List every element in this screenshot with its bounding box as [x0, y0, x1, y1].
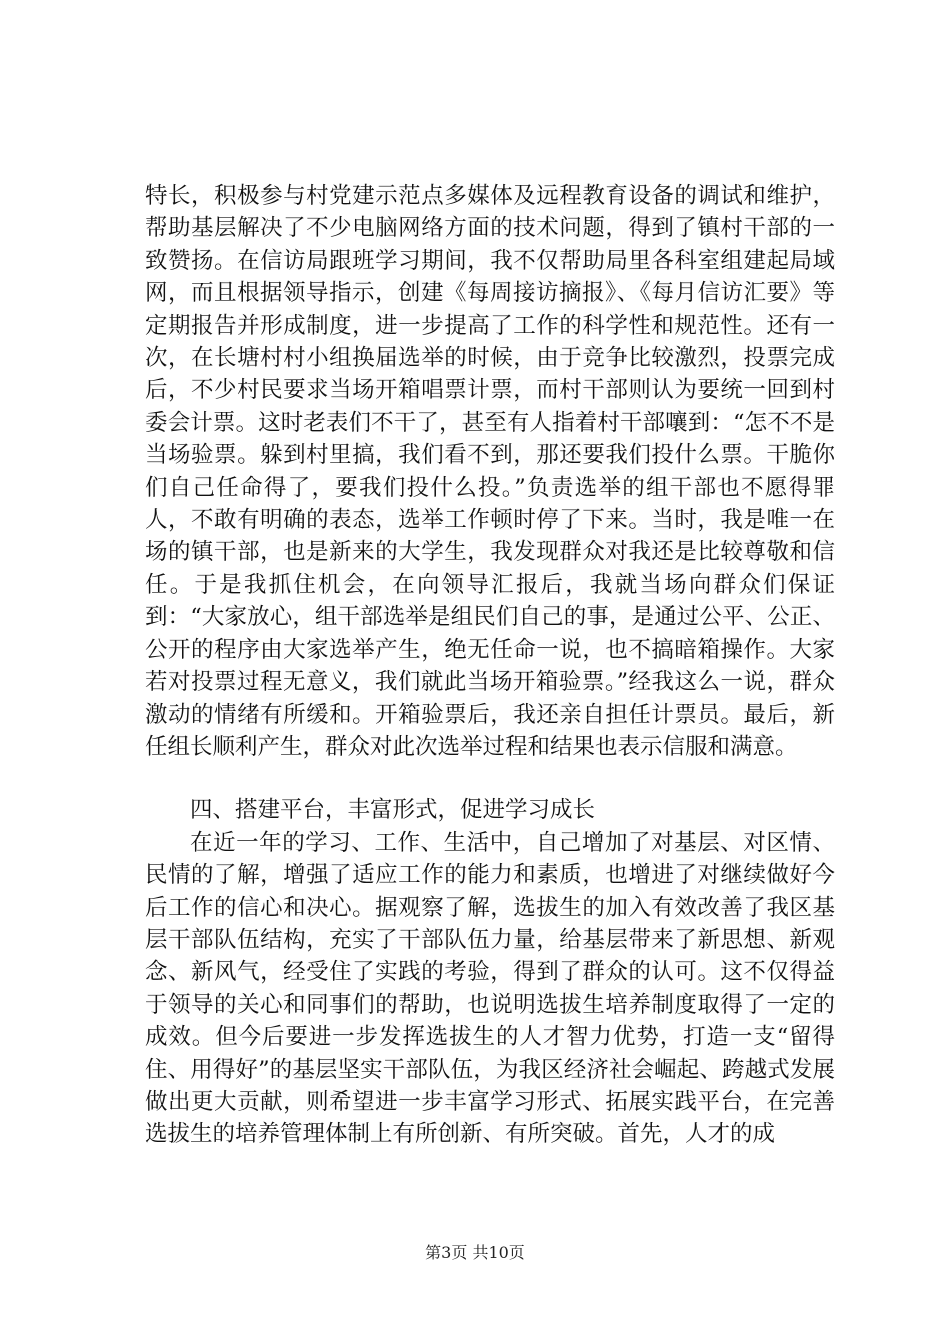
page-number: 第3页 共10页	[425, 1243, 525, 1262]
section-heading: 四、搭建平台，丰富形式，促进学习成长	[190, 797, 596, 824]
body-paragraph: 特长，积极参与村党建示范点多媒体及远程教育设备的调试和维护，帮助基层解决了不少电脑网络方面的技术问题，得到了镇村干部的一致赞扬。在信访局跟班学习期间，我不仅帮助局里各科室组建起局域网，而且根据领导指示，创建《每周接访摘报》、《每月信访汇要》等定期报告并形成制度，进一步提高了工作的科学性和规范性。还有一次，在长塘村村小组换届选举的时候，由于竞争比较激烈，投票完成后，不少村民要求当场开箱唱票计票，而村干部则认为要统一回到村委会计票。这时老表们不干了，甚至有人指着村干部嚷到：“怎不不是当场验票。躲到村里搞，我们看不到，那还要我们投什么票。干脆你们自己任命得了，要我们投什么投。”负责选举的组干部也不愿得罪人，不敢有明确的表态，选举工作顿时停了下来。当时，我是唯一在场的镇干部，也是新来的大学生，我发现群众对我还是比较尊敬和信任。于是我抓住机会，在向领导汇报后，我就当场向群众们保证到：“大家放心，组干部选举是组民们自己的事，是通过公平、公正、公开的程序由大家选举产生，绝无任命一说，也不搞暗箱操作。大家若对投票过程无意义，我们就此当场开箱验票。”经我这么一说，群众激动的情绪有所缓和。开箱验票后，我还亲自担任计票员。最后，新任组长顺利产生，群众对此次选举过程和结果也表示信服和满意。	[145, 183, 835, 760]
body-paragraph: 在近一年的学习、工作、生活中，自己增加了对基层、对区情、民情的了解，增强了适应工作的能力和素质，也增进了对继续做好今后工作的信心和决心。据观察了解，选拔生的加入有效改善了我区基层干部队伍结构，充实了干部队伍力量，给基层带来了新思想、新观念、新风气，经受住了实践的考验，得到了群众的认可。这不仅得益于领导的关心和同事们的帮助，也说明选拔生培养制度取得了一定的成效。但今后要进一步发挥选拔生的人才智力优势，打造一支“留得住、用得好”的基层坚实干部队伍，为我区经济社会崛起、跨越式发展做出更大贡献，则希望进一步丰富学习形式、拓展实践平台，在完善选拔生的培养管理体制上有所创新、有所突破。首先，人才的成	[145, 829, 835, 1148]
document-body	[145, 180, 835, 1151]
